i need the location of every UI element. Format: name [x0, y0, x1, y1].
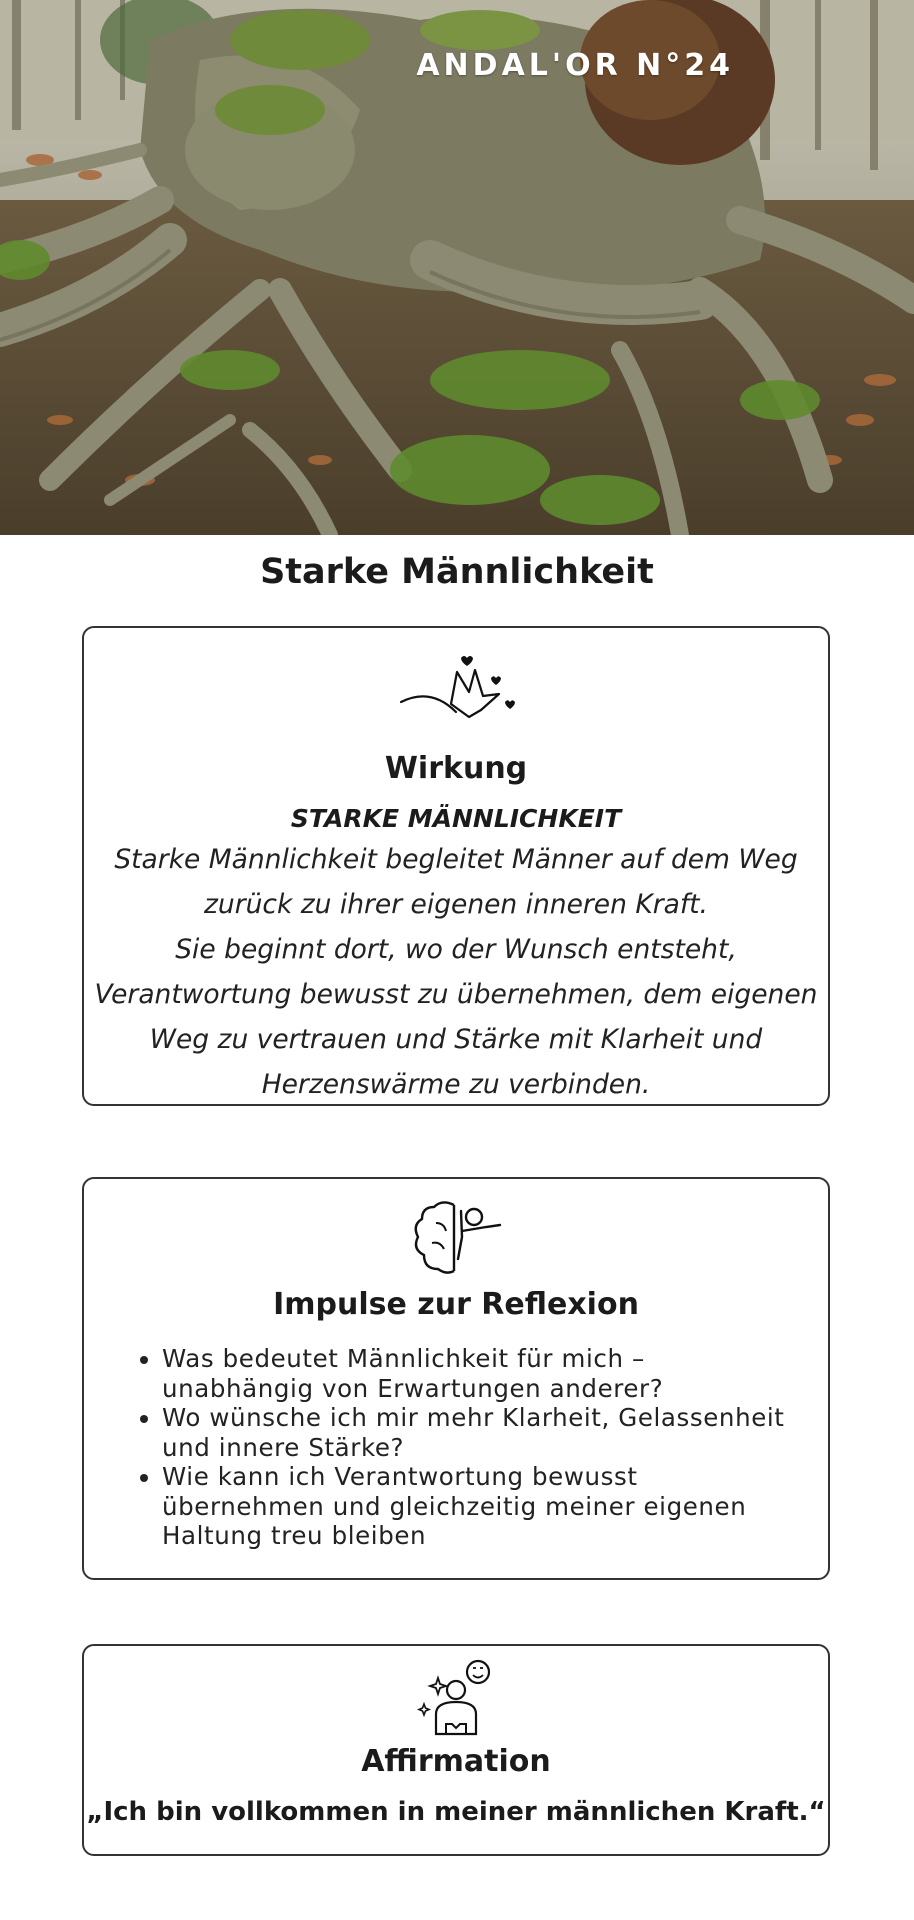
person-sparkle-smiley-icon [416, 1654, 496, 1738]
wirkung-subheading: STARKE MÄNNLICHKEIT [290, 804, 622, 833]
brain-person-icon [406, 1197, 506, 1279]
list-item: • Was bedeutet Männlichkeit für mich – unabhängig von Erwartungen anderer? [162, 1344, 802, 1403]
hero-image [0, 0, 914, 535]
wirkung-heading: Wirkung [384, 751, 528, 786]
wirkung-card [82, 626, 830, 1106]
reflexion-card [82, 1177, 830, 1580]
affirmation-heading: Affirmation [361, 1744, 551, 1779]
list-item: • Wie kann ich Verantwortung bewusst übernehmen und gleichzeitig meiner eigenen Haltung treu bleiben [162, 1462, 802, 1551]
wirkung-paragraph-2: Sie beginnt dort, wo der Wunsch entsteht, Verantwortung bewusst zu übernehmen, dem eigenen Weg zu vertrauen und Stärke mit Klarheit und Herzenswärme zu verbinden. [94, 934, 818, 1100]
affirmation-quote: „Ich bin vollkommen in meiner männlichen Kraft.“ [86, 1797, 826, 1827]
brand-label: ANDAL'OR N°24 [416, 48, 734, 83]
list-item: • Wo wünsche ich mir mehr Klarheit, Gelassenheit und innere Stärke? [162, 1403, 802, 1462]
affirmation-card [82, 1644, 830, 1856]
page-title: Starke Männlichkeit [260, 552, 654, 592]
crown-hearts-icon [391, 642, 521, 737]
reflexion-list [84, 1344, 802, 1551]
reflexion-heading: Impulse zur Reflexion [273, 1287, 639, 1322]
wirkung-text [84, 837, 828, 1107]
wirkung-paragraph-1: Starke Männlichkeit begleitet Männer auf dem Weg zurück zu ihrer eigenen inneren Kraft. [114, 844, 798, 920]
